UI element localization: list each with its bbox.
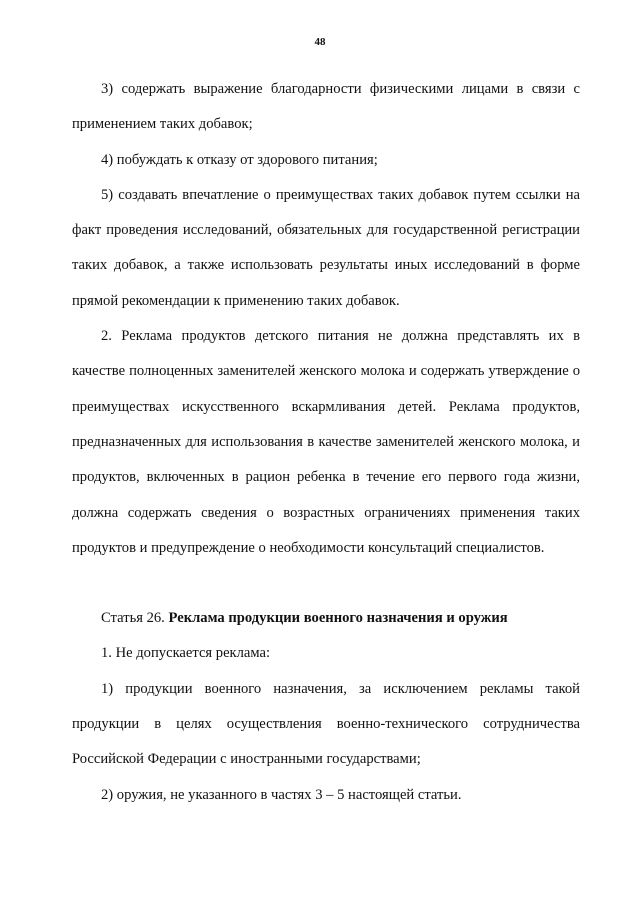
article-title: Реклама продукции военного назначения и оружия (168, 610, 508, 627)
article-paragraph-1: 1. Не допускается реклама: (101, 645, 271, 662)
article-heading (72, 601, 580, 636)
paragraph-item-3: 3) содержать выражение благодарности физическими лицами в связи с применением таких добавок; (72, 81, 580, 133)
article-item-2: 2) оружия, не указанного в частях 3 – 5 настоящей статьи. (101, 786, 462, 803)
document-body (72, 72, 580, 813)
article-item-1: 1) продукции военного назначения, за исключением рекламы такой продукции в целях осуществления военно-технического сотрудничества Российской Федерации с иностранными государствами; (72, 680, 580, 768)
paragraph-section-2: 2. Реклама продуктов детского питания не должна представлять их в качестве полноценных заменителей женского молока и содержать утверждение о преимуществах искусственного вскармливания детей. Реклама продуктов, предназначенных для использования в качестве заменителей женского молока, и продуктов, включенных в рацион ребенка в течение его первого года жизни, должна содержать сведения о возрастных ограничениях применения таких продуктов и предупреждение о необходимости консультаций специалистов. (72, 328, 580, 556)
paragraph-item-5: 5) создавать впечатление о преимуществах таких добавок путем ссылки на факт проведения исследований, обязательных для государственной регистрации таких добавок, а также использовать результаты иных исследований в форме прямой рекомендации к применению таких добавок. (72, 186, 580, 309)
page-number: 48 (314, 36, 326, 48)
article-label: Статья 26. (101, 610, 165, 627)
paragraph-item-4: 4) побуждать к отказу от здорового питания; (101, 151, 378, 168)
